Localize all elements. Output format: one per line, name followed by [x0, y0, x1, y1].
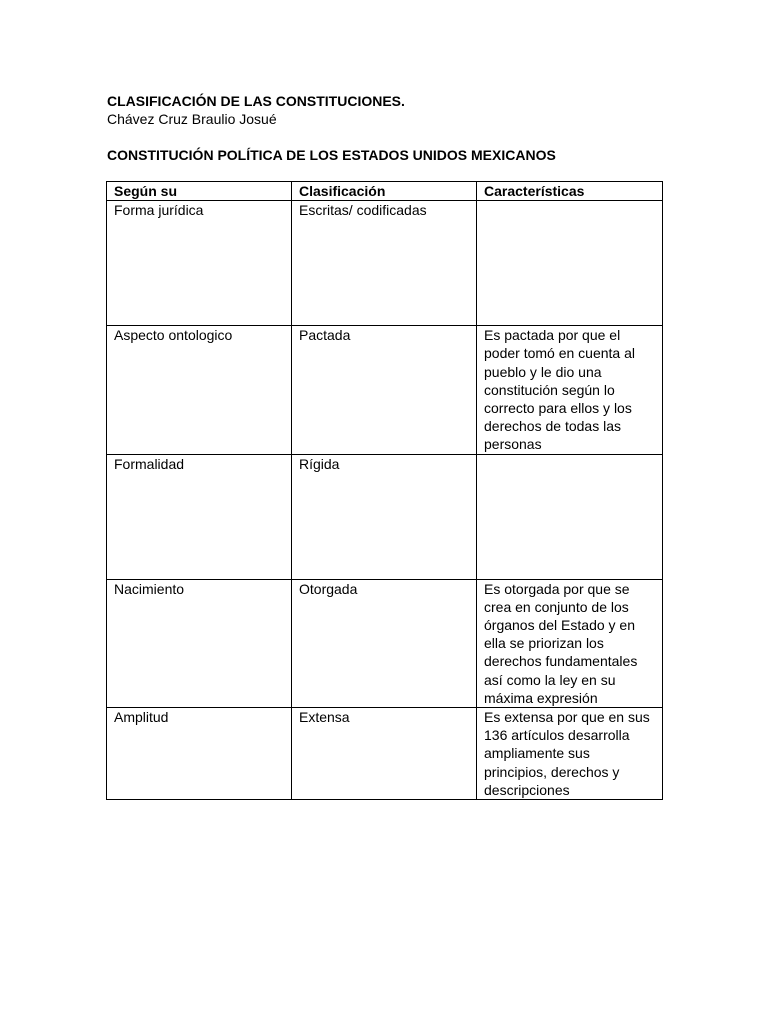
cell-clasificacion: Escritas/ codificadas: [292, 201, 477, 326]
table-row: [107, 708, 663, 800]
cell-segun: Aspecto ontologico: [107, 326, 292, 454]
cell-caracteristicas: Es otorgada por que se crea en conjunto de los órganos del Estado y en ella se priorizan los derechos fundamentales así como la ley en su máxima expresión: [477, 579, 663, 707]
cell-clasificacion: Otorgada: [292, 579, 477, 707]
document-author: Chávez Cruz Braulio Josué: [107, 111, 277, 127]
header-clasificacion: Clasificación: [292, 182, 477, 201]
table-row: [107, 201, 663, 326]
table-header-row: [107, 182, 663, 201]
classification-table: [106, 181, 663, 800]
cell-caracteristicas: Es pactada por que el poder tomó en cuenta al pueblo y le dio una constitución según lo correcto para ellos y los derechos de todas las personas: [477, 326, 663, 454]
cell-segun: Forma jurídica: [107, 201, 292, 326]
table-row: [107, 326, 663, 454]
table-row: [107, 454, 663, 579]
cell-caracteristicas: [477, 201, 663, 326]
cell-segun: Amplitud: [107, 708, 292, 800]
cell-clasificacion: Extensa: [292, 708, 477, 800]
cell-caracteristicas: Es extensa por que en sus 136 artículos desarrolla ampliamente sus principios, derechos y descripciones: [477, 708, 663, 800]
document-subtitle: CONSTITUCIÓN POLÍTICA DE LOS ESTADOS UNIDOS MEXICANOS: [107, 147, 556, 163]
document-title: CLASIFICACIÓN DE LAS CONSTITUCIONES.: [107, 93, 405, 109]
cell-segun: Nacimiento: [107, 579, 292, 707]
cell-caracteristicas: [477, 454, 663, 579]
header-caracteristicas: Características: [477, 182, 663, 201]
cell-clasificacion: Pactada: [292, 326, 477, 454]
cell-clasificacion: Rígida: [292, 454, 477, 579]
header-segun: Según su: [107, 182, 292, 201]
cell-segun: Formalidad: [107, 454, 292, 579]
table-row: [107, 579, 663, 707]
